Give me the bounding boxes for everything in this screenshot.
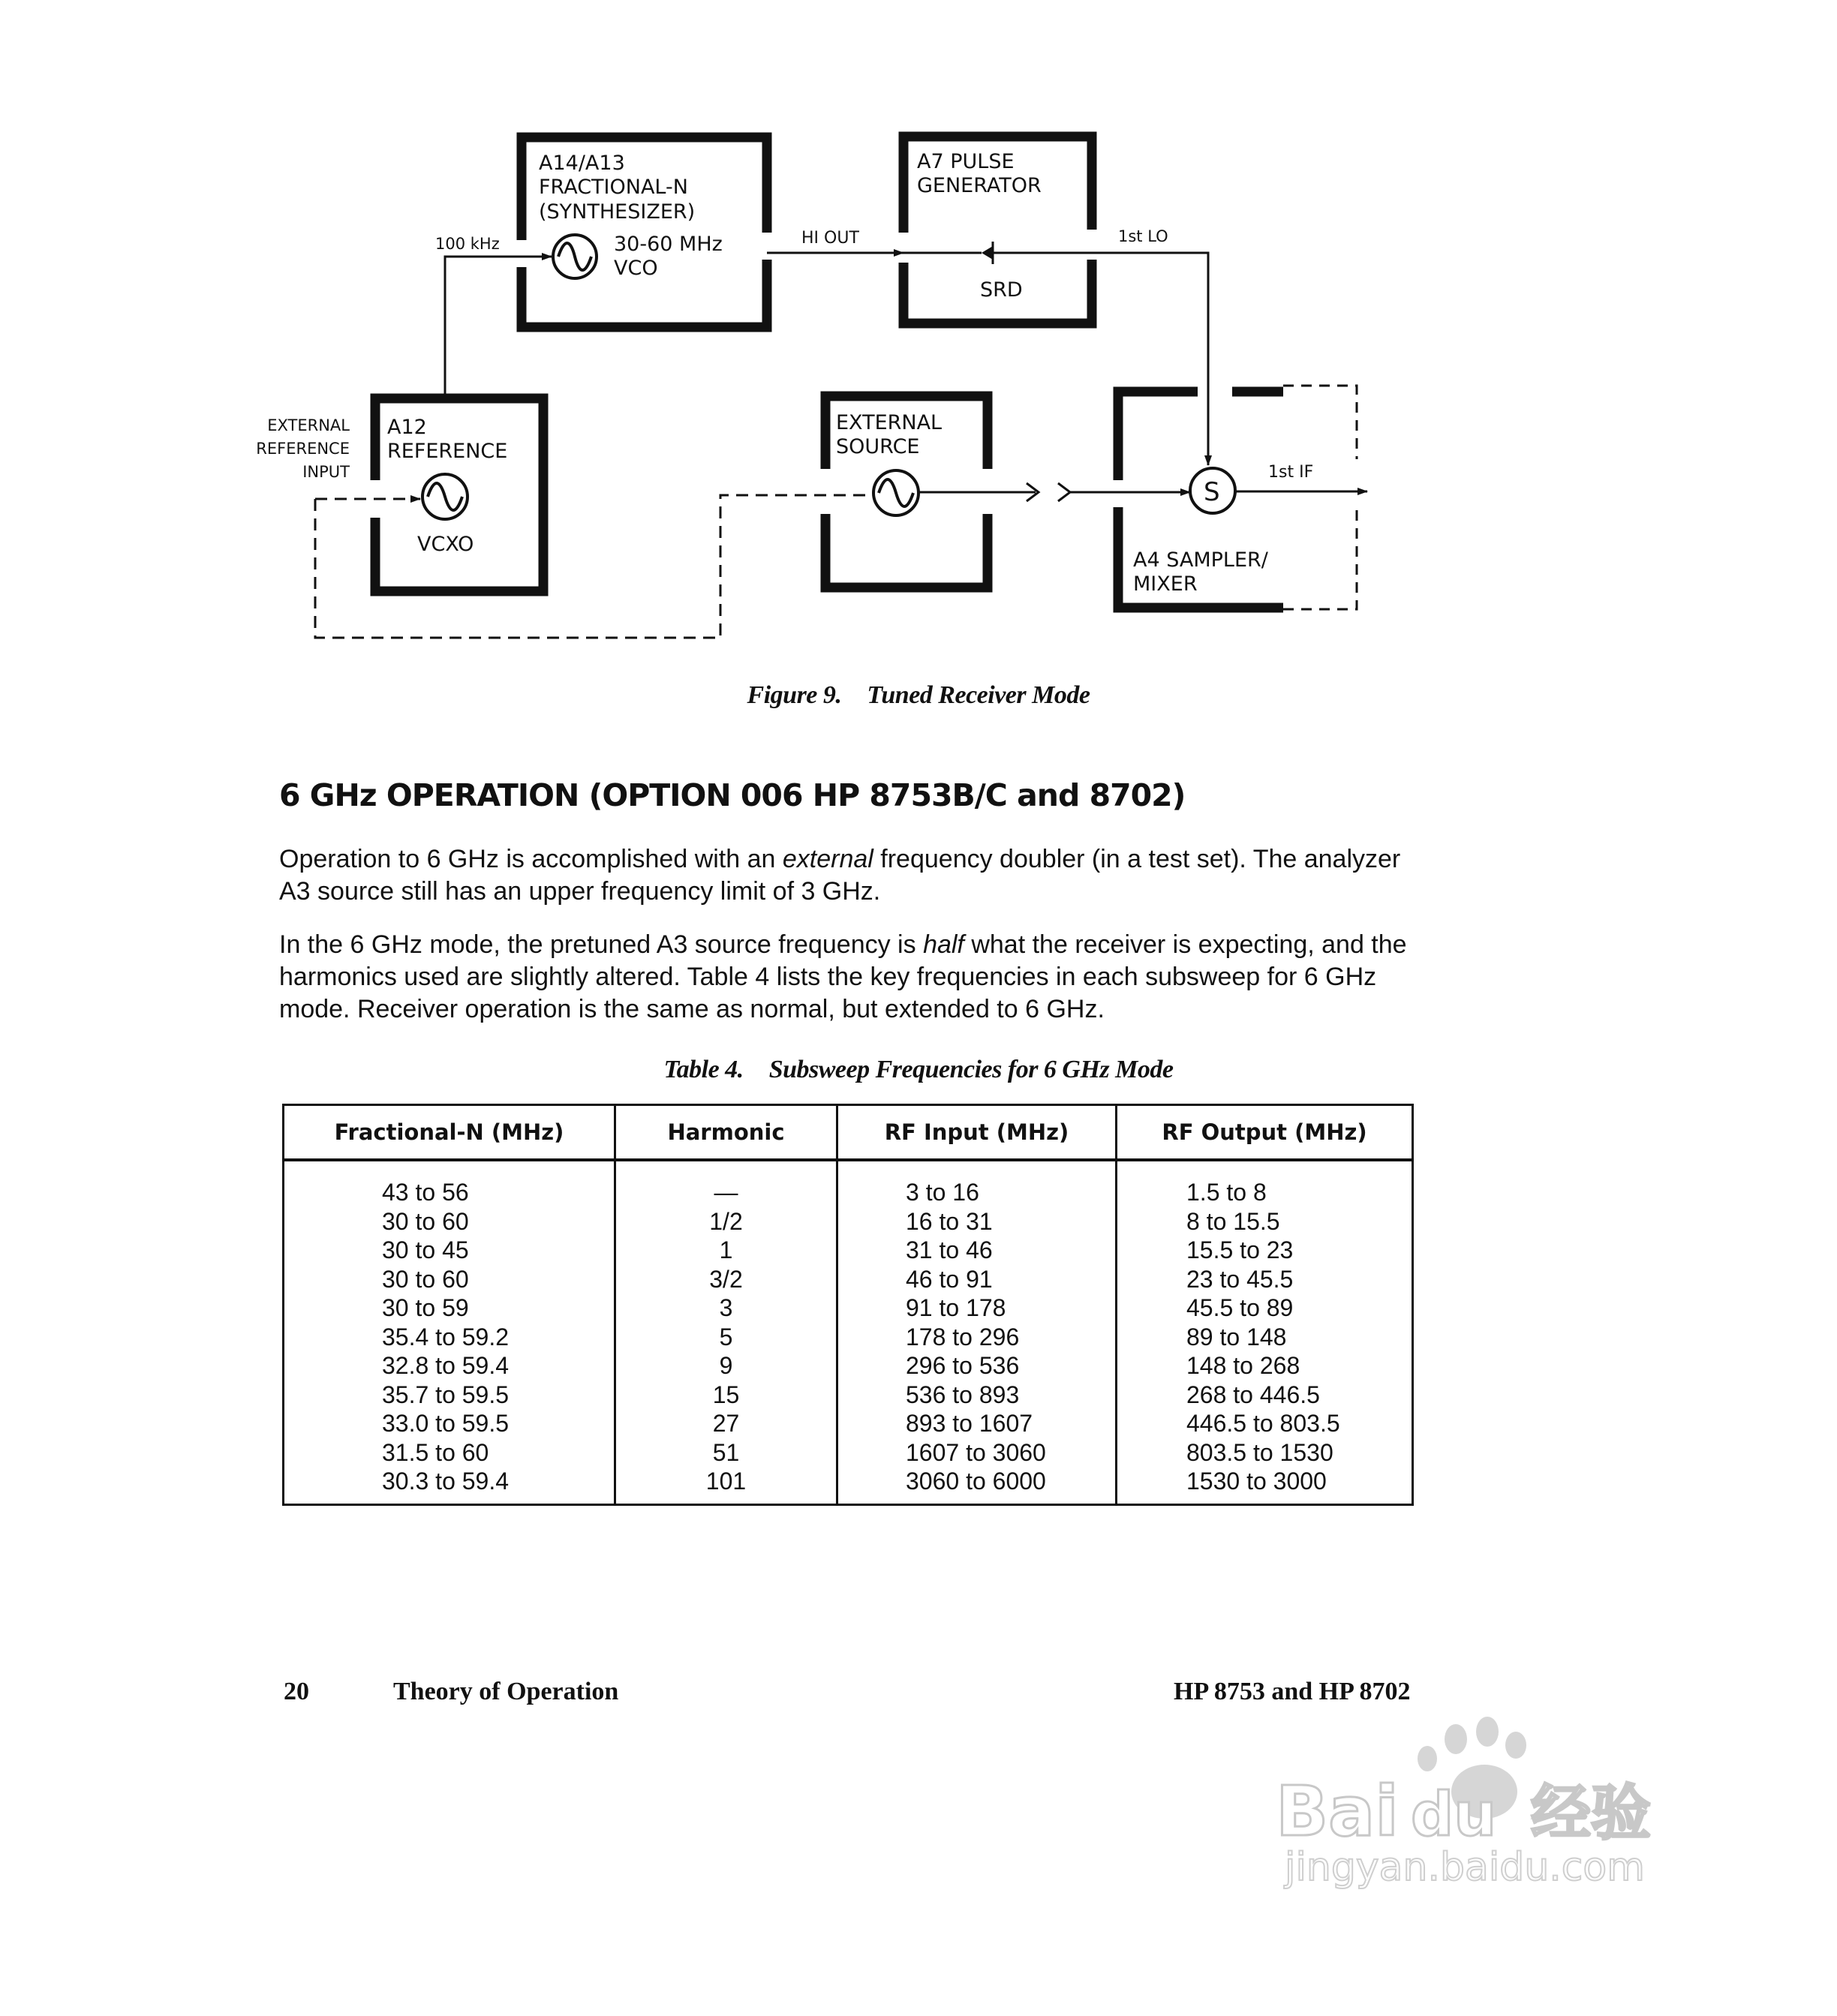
tuned-receiver-diagram	[0, 0, 1837, 660]
table-header-cell: Fractional-N (MHz)	[284, 1106, 614, 1161]
table-cell: 32.8 to 59.4	[382, 1352, 510, 1379]
table-cell: 35.4 to 59.2	[382, 1323, 510, 1351]
pulse-generator-block	[897, 137, 1099, 323]
ext-ref-label-1: EXTERNAL	[267, 416, 350, 434]
table-cell: 35.7 to 59.5	[382, 1381, 510, 1408]
table-column-fractional-n	[284, 1106, 616, 1504]
table-cell: 1	[719, 1236, 733, 1263]
paragraph-1-text-a: Operation to 6 GHz is accomplished with an	[279, 845, 783, 873]
table-cell: 51	[712, 1438, 740, 1466]
source-oscillator-icon	[873, 470, 918, 515]
sampler-symbol: S	[1204, 477, 1220, 507]
table-cell: 3060 to 6000	[906, 1468, 1046, 1495]
table-cell: 268 to 446.5	[1186, 1381, 1320, 1408]
paragraph-2-text-a: In the 6 GHz mode, the pretuned A3 source frequency is	[279, 930, 924, 959]
table-cell: 89 to 148	[1186, 1323, 1287, 1351]
pulse-title-1: A7 PULSE	[917, 150, 1015, 173]
ext-ref-label-3: INPUT	[302, 463, 350, 481]
table-header-cell: RF Output (MHz)	[1117, 1106, 1412, 1161]
paragraph-1	[279, 843, 1420, 908]
vcxo-oscillator-icon	[422, 474, 468, 519]
sampler-mixer-block	[1118, 386, 1357, 609]
table-cell: 43 to 56	[382, 1179, 469, 1206]
watermark-brand: Bai	[1276, 1771, 1399, 1852]
table-cell: 148 to 268	[1186, 1352, 1300, 1379]
ref-freq-label: 100 kHz	[435, 235, 500, 253]
watermark-url: jingyan.baidu.com	[1285, 1845, 1645, 1890]
table-cell: 15.5 to 23	[1186, 1236, 1294, 1263]
table-cell: 803.5 to 1530	[1186, 1438, 1333, 1466]
table-cell: 3 to 16	[906, 1179, 979, 1206]
figure-number: Figure 9.	[747, 681, 842, 709]
if-label: 1st IF	[1268, 463, 1314, 482]
ext-src-title-1: EXTERNAL	[836, 411, 943, 434]
table-cell: 27	[712, 1410, 740, 1437]
table-title: Subsweep Frequencies for 6 GHz Mode	[768, 1056, 1174, 1083]
watermark-cn: 经验	[1531, 1778, 1651, 1848]
table-cell: 296 to 536	[906, 1352, 1020, 1379]
table-cell: 15	[712, 1381, 740, 1408]
a12-title-2: REFERENCE	[387, 440, 508, 463]
frac-title-1: A14/A13	[539, 152, 625, 175]
a12-title-1: A12	[387, 416, 427, 439]
table-cell: 31 to 46	[906, 1236, 993, 1263]
paragraph-2	[279, 929, 1420, 1026]
page-number: 20	[284, 1678, 309, 1705]
table-cell: 3/2	[709, 1265, 743, 1293]
baidu-watermark	[1268, 1711, 1703, 1891]
table-cell: 30 to 59	[382, 1294, 469, 1321]
fractional-n-block	[515, 137, 775, 327]
vcxo-label: VCXO	[417, 533, 474, 556]
section-heading: 6 GHz OPERATION (OPTION 006 HP 8753B/C and 8702)	[279, 777, 1186, 813]
paragraph-1-emphasis: external	[782, 845, 873, 873]
table-cell: 33.0 to 59.5	[382, 1410, 510, 1437]
srd-label: SRD	[980, 278, 1023, 302]
sampler-title-2: MIXER	[1133, 572, 1198, 596]
table-cell: 16 to 31	[906, 1207, 993, 1235]
table-header-cell: RF Input (MHz)	[838, 1106, 1115, 1161]
table-cell: 5	[719, 1323, 733, 1351]
figure-title: Tuned Receiver Mode	[867, 681, 1090, 709]
table-cell: 178 to 296	[906, 1323, 1020, 1351]
table-cell: 30.3 to 59.4	[382, 1468, 510, 1495]
vco-oscillator-icon	[553, 235, 597, 278]
table-cell: 1607 to 3060	[906, 1438, 1046, 1466]
table-cell: 30 to 45	[382, 1236, 469, 1263]
paragraph-2-emphasis: half	[923, 930, 964, 959]
table-cell: —	[714, 1179, 738, 1206]
frac-title-3: (SYNTHESIZER)	[539, 200, 696, 224]
footer-section-title: Theory of Operation	[393, 1678, 619, 1705]
frac-title-2: FRACTIONAL-N	[539, 176, 688, 199]
footer-product: HP 8753 and HP 8702	[1174, 1678, 1411, 1705]
table-cell: 893 to 1607	[906, 1410, 1033, 1437]
table-cell: 1.5 to 8	[1186, 1179, 1267, 1206]
figure-caption	[0, 681, 1837, 710]
table-cell: 30 to 60	[382, 1265, 469, 1293]
table-cell: 101	[705, 1468, 747, 1495]
reference-block	[368, 398, 543, 591]
ext-src-title-2: SOURCE	[836, 435, 920, 458]
subsweep-frequency-table	[282, 1104, 1414, 1506]
table-cell: 45.5 to 89	[1186, 1294, 1294, 1321]
paragraph-2-text-b: what the receiver is expecting, and the harmonics used are slightly altered. Table 4 lists the key frequencies in each subsweep for 6 GHz mode. Receiver operation is the same as normal, but extended to 6 GHz.	[279, 930, 1407, 1023]
table-cell: 536 to 893	[906, 1381, 1020, 1408]
table-column-rf-input	[838, 1106, 1117, 1504]
table-cell: 3	[719, 1294, 733, 1321]
lo-label: 1st LO	[1118, 227, 1168, 245]
hi-out-label: HI OUT	[801, 229, 859, 248]
watermark-brand-2: du	[1411, 1780, 1497, 1849]
table-cell: 31.5 to 60	[382, 1438, 489, 1466]
table-cell: 30 to 60	[382, 1207, 469, 1235]
table-cell: 1/2	[709, 1207, 743, 1235]
table-column-rf-output	[1117, 1106, 1412, 1504]
table-cell: 1530 to 3000	[1186, 1468, 1327, 1495]
table-cell: 23 to 45.5	[1186, 1265, 1294, 1293]
sampler-symbol-icon	[1190, 468, 1235, 513]
paragraph-1-text-b: frequency doubler (in a test set). The analyzer A3 source still has an upper frequency limit of 3 GHz.	[279, 845, 1401, 906]
vco-label: VCO	[614, 257, 658, 280]
table-header-cell: Harmonic	[616, 1106, 836, 1161]
sampler-title-1: A4 SAMPLER/	[1133, 548, 1268, 572]
srd-diode-icon	[982, 242, 993, 264]
vco-freq-label: 30-60 MHz	[614, 233, 723, 256]
table-cell: 46 to 91	[906, 1265, 993, 1293]
ext-ref-label-2: REFERENCE	[256, 440, 350, 458]
table-cell: 91 to 178	[906, 1294, 1006, 1321]
table-column-harmonic	[616, 1106, 838, 1504]
table-cell: 446.5 to 803.5	[1186, 1410, 1340, 1437]
table-caption	[0, 1056, 1837, 1084]
table-cell: 8 to 15.5	[1186, 1207, 1280, 1235]
table-number: Table 4.	[663, 1056, 744, 1083]
table-cell: 9	[719, 1352, 733, 1379]
pulse-title-2: GENERATOR	[917, 174, 1042, 197]
